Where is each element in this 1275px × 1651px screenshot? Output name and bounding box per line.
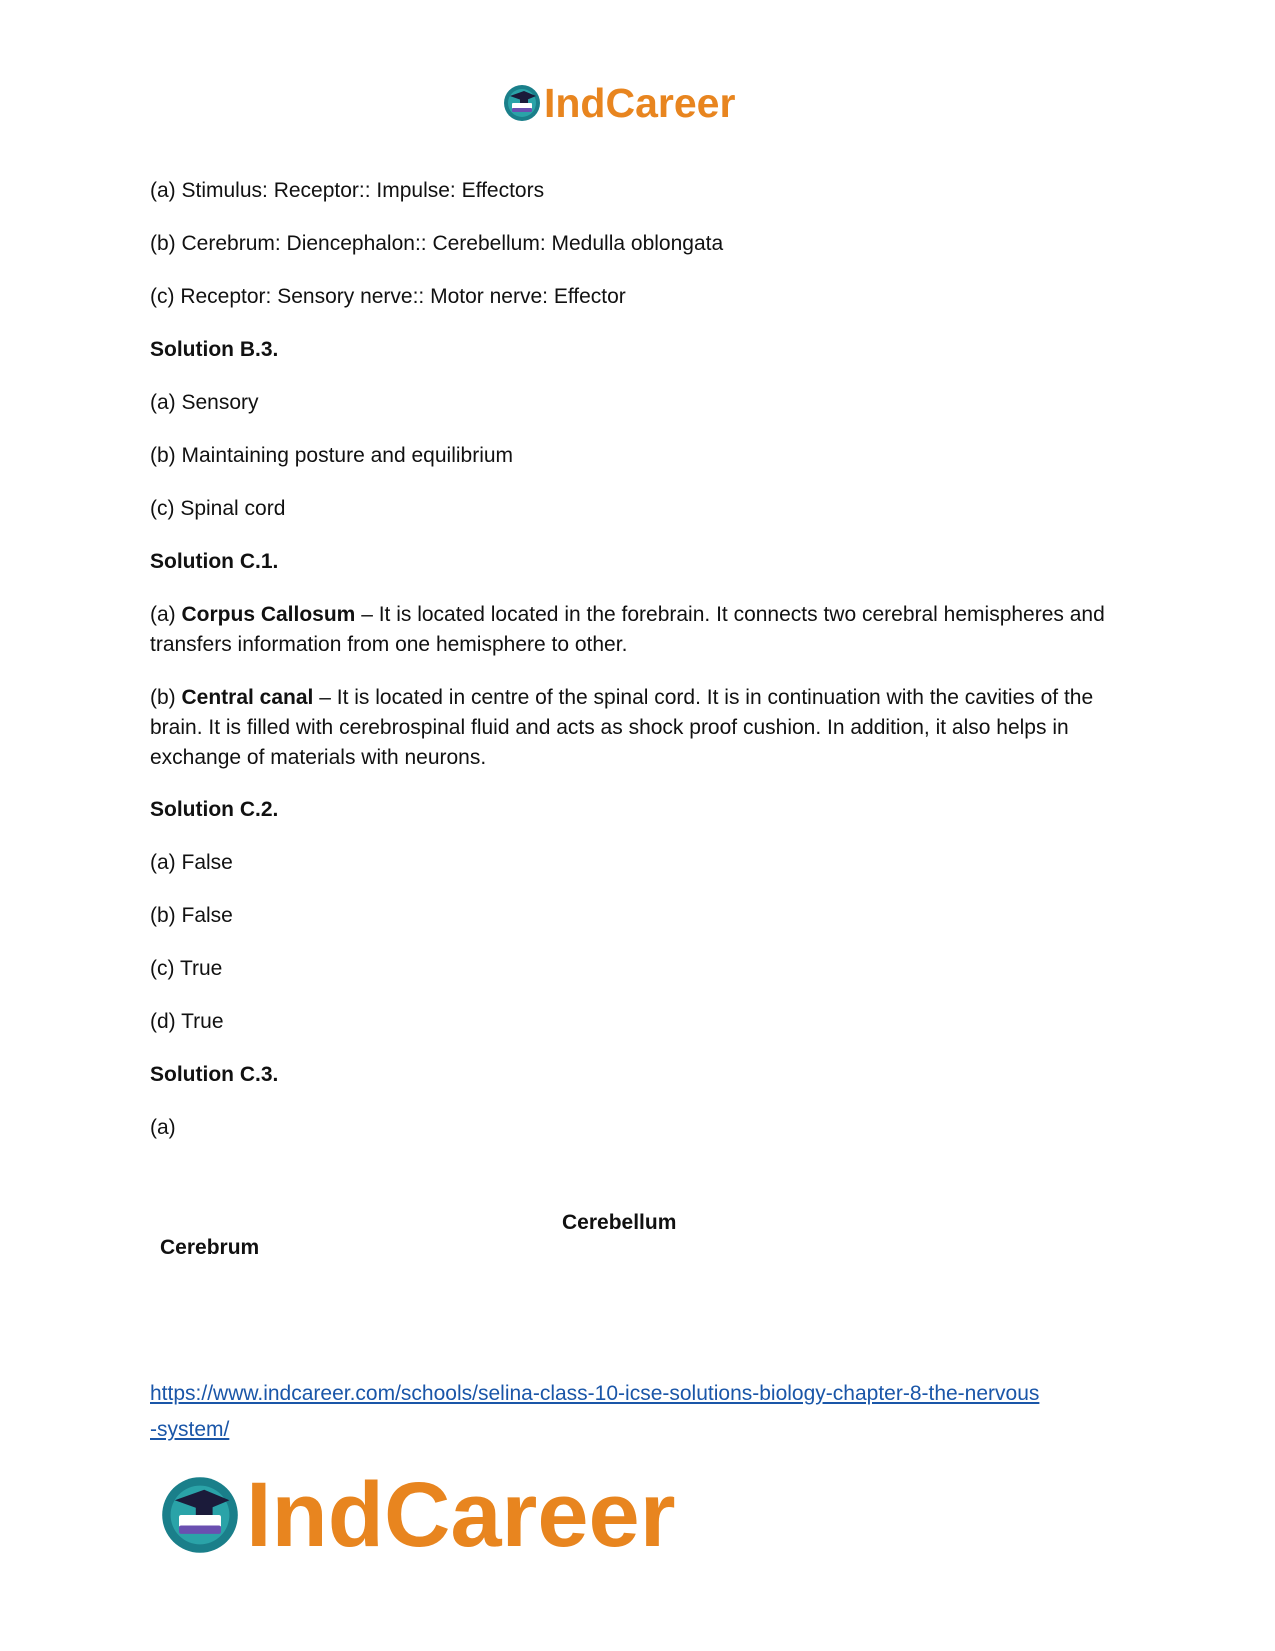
answer-c2-a: (a) False [150,851,233,874]
heading-solution-c2: Solution C.2. [150,798,279,821]
indcareer-logo-header [502,80,735,126]
term-central-canal: Central canal [181,686,314,709]
logo-wordmark: IndCareer [246,1464,676,1566]
answer-c2-b: (b) False [150,904,233,927]
answer-b3-a: (a) Sensory [150,391,259,414]
heading-solution-c3: Solution C.3. [150,1063,279,1086]
source-url-line-1[interactable]: https://www.indcareer.com/schools/selina-class-10-icse-solutions-biology-chapter-8-the-nervous [150,1382,1040,1405]
answer-c1-a-prefix: (a) [150,603,182,626]
answer-b3-b: (b) Maintaining posture and equilibrium [150,444,514,467]
answer-c1-a [150,600,1130,660]
answer-b3-c: (c) Spinal cord [150,497,286,520]
heading-solution-b3: Solution B.3. [150,338,279,361]
graduation-cap-book-icon [158,1473,242,1557]
diagram-label-cerebellum: Cerebellum [562,1211,677,1234]
answer-c1-a-text: – It is located located in the forebrain. It connects two cerebral hemispheres and transfers information from one hemisphere to other. [150,603,1105,656]
answer-c2-c: (c) True [150,957,223,980]
heading-solution-c1: Solution C.1. [150,550,279,573]
graduation-cap-book-icon [502,83,542,123]
analogy-a: (a) Stimulus: Receptor:: Impulse: Effectors [150,179,545,202]
answer-c3-a: (a) [150,1116,176,1139]
answer-c2-d: (d) True [150,1010,224,1033]
answer-c1-b-prefix: (b) [150,686,182,709]
diagram-label-cerebrum: Cerebrum [160,1236,260,1259]
term-corpus-callosum: Corpus Callosum [181,603,356,626]
logo-wordmark: IndCareer [544,80,736,126]
analogy-b: (b) Cerebrum: Diencephalon:: Cerebellum: Medulla oblongata [150,232,724,255]
answer-c1-b [150,683,1130,773]
source-url-line-2[interactable]: -system/ [150,1418,230,1441]
indcareer-logo-footer [158,1465,676,1565]
analogy-c: (c) Receptor: Sensory nerve:: Motor nerve: Effector [150,285,626,308]
source-url-link[interactable] [150,1376,1150,1448]
answer-c1-b-text: – It is located in centre of the spinal cord. It is in continuation with the cavities of the brain. It is filled with cerebrospinal fluid and acts as shock proof cushion. In addition, it also helps in exchange of materials with neurons. [150,686,1094,769]
